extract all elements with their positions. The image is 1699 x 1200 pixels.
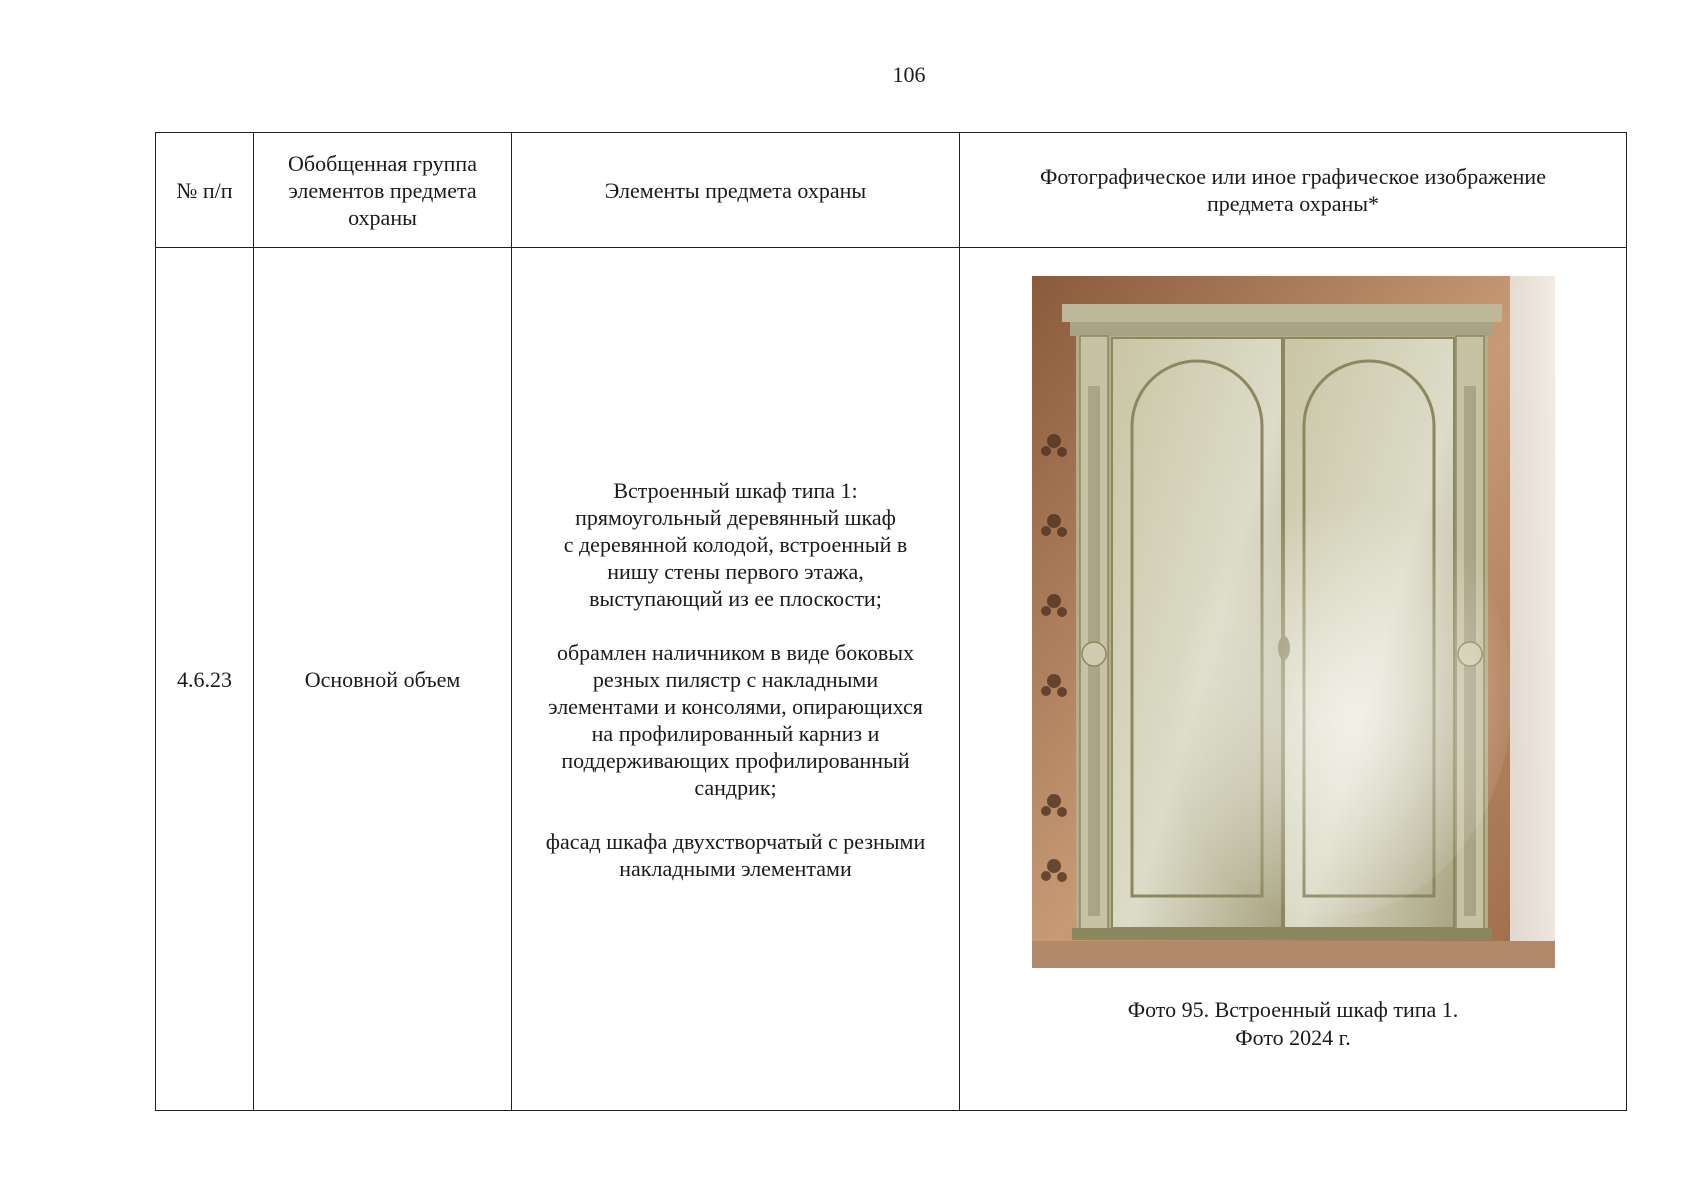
cabinet-photo <box>1032 276 1555 968</box>
header-photo: Фотографическое или иное графическое изображение предмета охраны* <box>960 133 1627 248</box>
table-header-row <box>156 133 1627 248</box>
row-photo <box>960 248 1627 1111</box>
page-number: 106 <box>892 62 926 87</box>
header-group: Обобщенная группа элементов предмета охраны <box>254 133 512 248</box>
row-group: Основной объем <box>254 248 512 1111</box>
row-elements <box>512 248 960 1111</box>
heritage-elements-table <box>155 132 1627 1111</box>
header-elements: Элементы предмета охраны <box>512 133 960 248</box>
row-number: 4.6.23 <box>156 248 254 1111</box>
elements-description: Встроенный шкаф типа 1: прямоугольный деревянный шкаф с деревянной колодой, встроенный в нишу стены первого этажа, выступающий из ее плоскости; обрамлен наличником в виде боковых резных пилястр с накладными элементами и консолями, опирающихся на профилированный карниз и поддерживающих профилированный сандрик; фасад шкафа двухстворчатый с резными накладными элементами <box>545 477 926 881</box>
header-number: № п/п <box>156 133 254 248</box>
table-row <box>156 248 1627 1111</box>
photo-caption: Фото 95. Встроенный шкаф типа 1. Фото 2024 г. <box>1127 997 1459 1050</box>
